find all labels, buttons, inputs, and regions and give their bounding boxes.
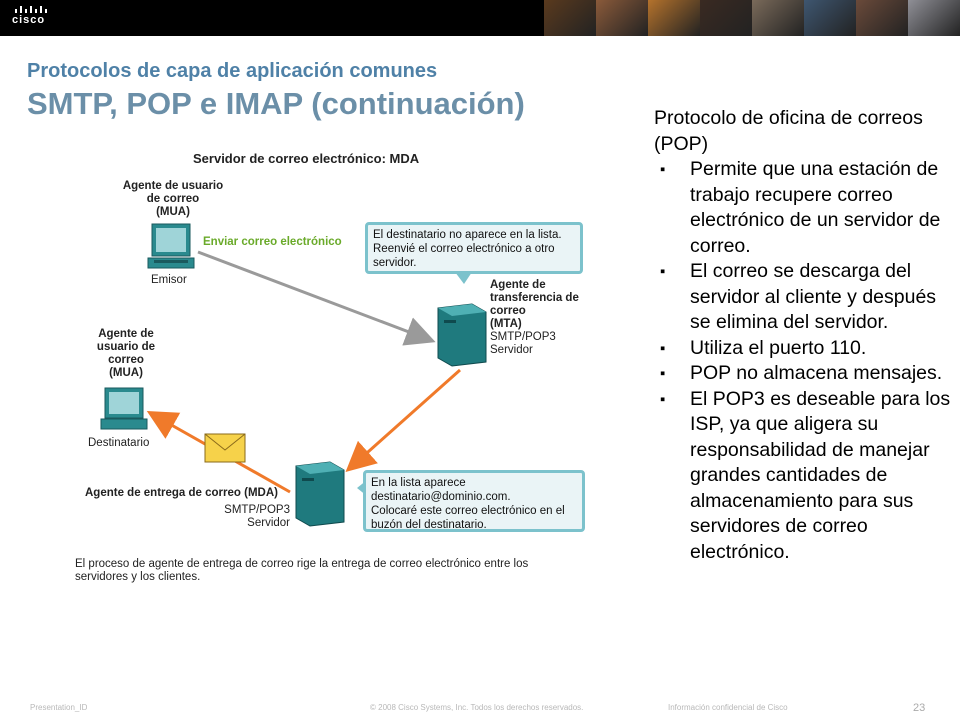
photo-2: [596, 0, 648, 36]
photo-4: [700, 0, 752, 36]
recipient-label: Agente de usuario de correo (MUA): [96, 328, 156, 379]
header-bar: [0, 0, 960, 36]
photo-3: [648, 0, 700, 36]
photo-6: [804, 0, 856, 36]
photo-5: [752, 0, 804, 36]
mda-server-icon: [296, 462, 344, 526]
bullet-item: ▪ El correo se descarga del servidor al cliente y después se elimina del servidor.: [654, 259, 954, 336]
diagram-title: Servidor de correo electrónico: MDA: [193, 151, 420, 166]
callout-top: El destinatario no aparece en la lista. Reenvié el correo electrónico a otro servidor.: [365, 222, 583, 274]
mda-protocol: SMTP/POP3 Servidor: [224, 504, 290, 529]
bullet-item: ▪ Utiliza el puerto 110.: [654, 336, 954, 362]
footer-confidential: Información confidencial de Cisco: [668, 703, 788, 712]
sender-computer-icon: [148, 224, 194, 268]
cisco-logo-text: cisco: [12, 14, 46, 26]
sender-label: Agente de usuario de correo (MUA): [122, 180, 224, 218]
recipient-computer-icon: [101, 388, 147, 429]
diagram-caption: El proceso de agente de entrega de correo rige la entrega de correo electrónico entre los servidores y los clientes.: [75, 558, 529, 583]
mda-label: Agente de entrega de correo (MDA): [85, 487, 278, 499]
forward-arrow: [350, 370, 460, 468]
body-lead: Protocolo de oficina de correos (POP): [654, 107, 923, 155]
callout-bottom: En la lista aparece destinatario@dominio.com. Colocaré este correo electrónico en el buzón del destinatario.: [363, 470, 585, 532]
send-email-label: Enviar correo electrónico: [203, 236, 342, 248]
slide-subtitle: Protocolos de capa de aplicación comunes: [27, 60, 438, 82]
photo-1: [544, 0, 596, 36]
header-photos: [544, 0, 960, 36]
bullet-item: ▪ El POP3 es deseable para los ISP, ya que aligera su responsabilidad de manejar grandes cantidades de almacenamiento para sus servidores de correo electrónico.: [654, 387, 954, 566]
envelope-icon: [205, 434, 245, 462]
mda-diagram: [60, 140, 620, 600]
mta-label: Agente de transferencia de correo (MTA) SMTP/POP3 Servidor: [490, 279, 579, 356]
slide-title: SMTP, POP e IMAP (continuación): [27, 86, 525, 121]
photo-8: [908, 0, 960, 36]
bullet-item: ▪ Permite que una estación de trabajo recupere correo electrónico de un servidor de correo.: [654, 157, 954, 259]
sender-caption: Emisor: [151, 274, 187, 286]
footer-presentation-id: Presentation_ID: [30, 703, 88, 712]
recipient-caption: Destinatario: [88, 437, 150, 449]
bullet-list: [654, 157, 954, 565]
photo-7: [856, 0, 908, 36]
page-number: 23: [913, 702, 926, 714]
footer-copyright: © 2008 Cisco Systems, Inc. Todos los derechos reservados.: [370, 703, 584, 712]
mta-server-icon: [438, 304, 486, 366]
body-text: [654, 106, 954, 565]
bullet-item: ▪ POP no almacena mensajes.: [654, 361, 954, 387]
